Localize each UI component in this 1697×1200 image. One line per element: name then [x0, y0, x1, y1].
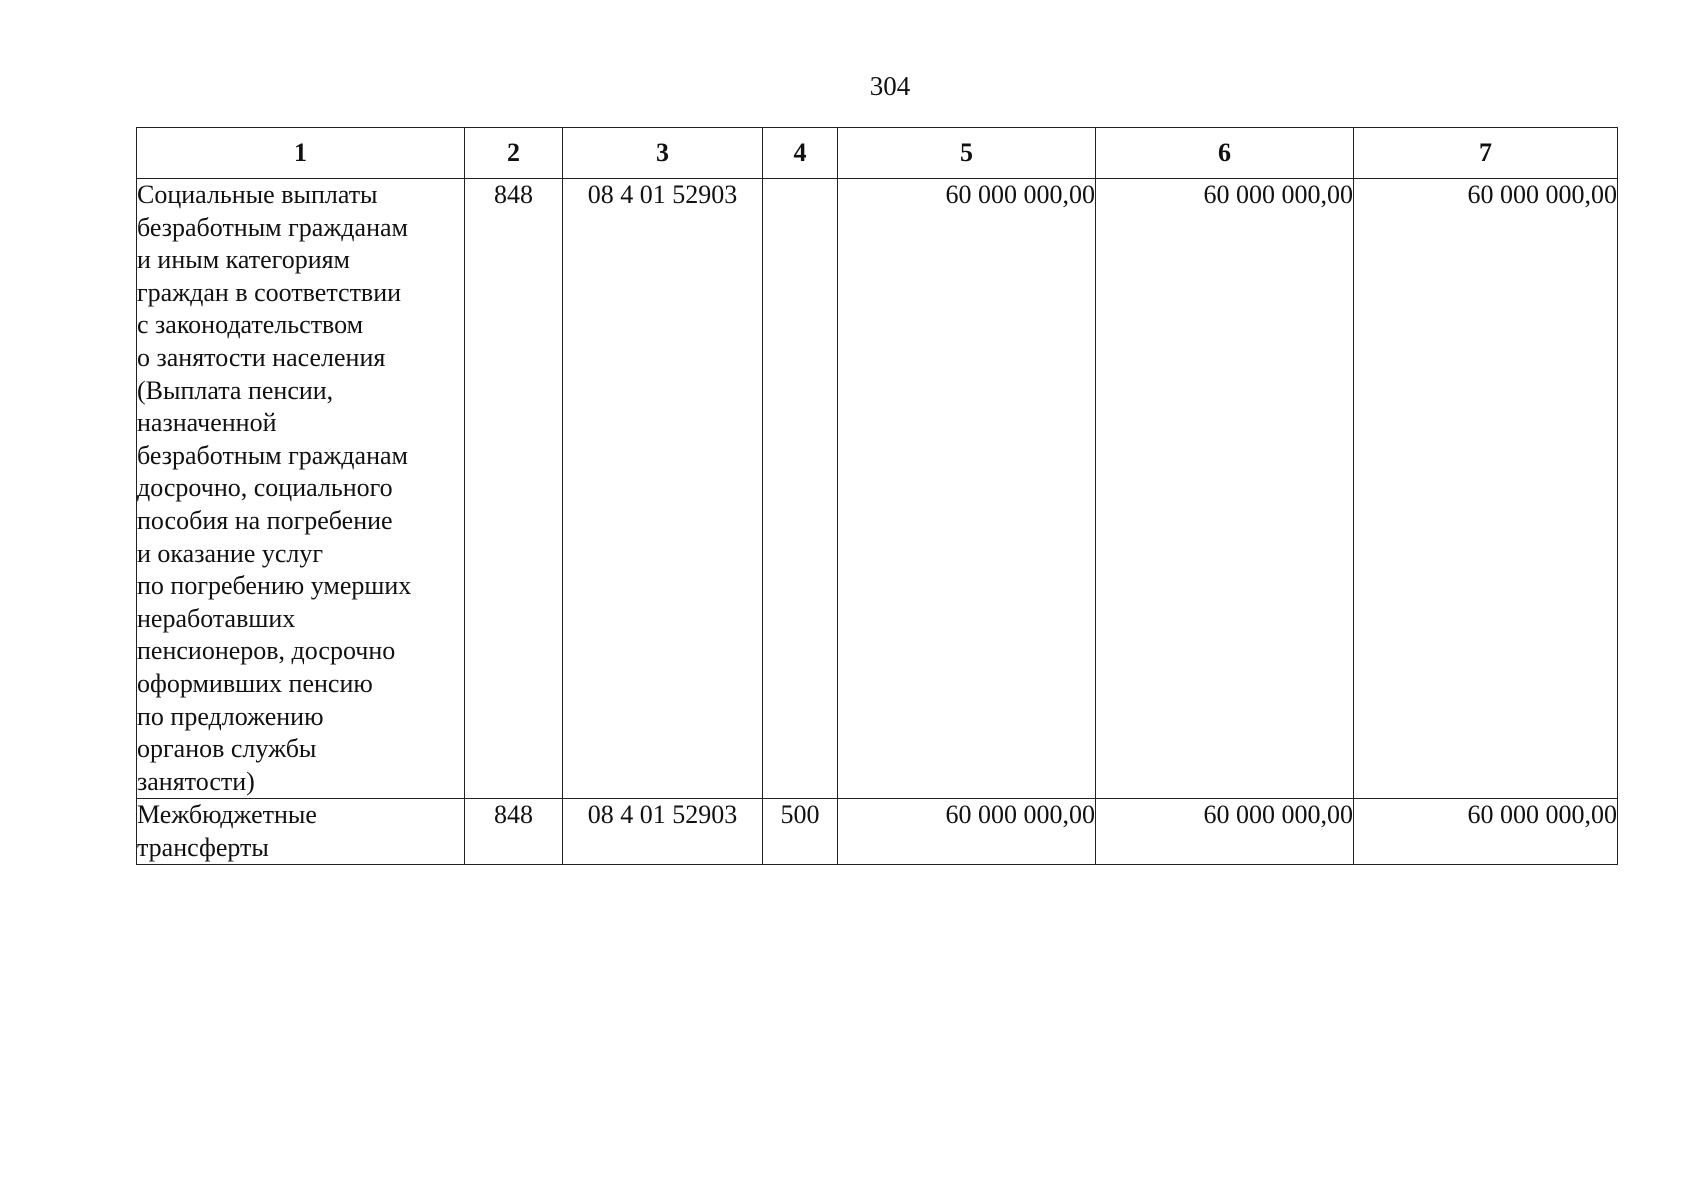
column-header-6: 6 — [1096, 128, 1354, 179]
amount-cell-5: 60 000 000,00 — [838, 799, 1096, 865]
column-header-5: 5 — [838, 128, 1096, 179]
amount-cell-5: 60 000 000,00 — [838, 179, 1096, 799]
column-header-2: 2 — [465, 128, 563, 179]
column-header-3: 3 — [563, 128, 763, 179]
column-header-7: 7 — [1354, 128, 1618, 179]
table-row — [137, 799, 1618, 865]
table-row — [137, 179, 1618, 799]
ministry-code-cell: 848 — [465, 179, 563, 799]
amount-cell-6: 60 000 000,00 — [1096, 799, 1354, 865]
column-header-1: 1 — [137, 128, 465, 179]
expense-type-cell — [763, 179, 838, 799]
target-article-cell: 08 4 01 52903 — [563, 799, 763, 865]
column-header-4: 4 — [763, 128, 838, 179]
amount-cell-7: 60 000 000,00 — [1354, 179, 1618, 799]
page-number: 304 — [869, 71, 911, 101]
expense-type-cell: 500 — [763, 799, 838, 865]
ministry-code-cell: 848 — [465, 799, 563, 865]
row-name-cell: Социальные выплаты безработным гражданам и иным категориям граждан в соответствии с законодательством о занятости населения (Выплата пенсии, назначенной безработным гражданам досрочно, социального пособия на погребение и оказание услуг по погребению умерших неработавших пенсионеров, досрочно оформивших пенсию по предложению органов службы занятости) — [137, 179, 465, 799]
table-header-row — [137, 128, 1618, 179]
budget-table — [136, 127, 1618, 865]
amount-cell-6: 60 000 000,00 — [1096, 179, 1354, 799]
target-article-cell: 08 4 01 52903 — [563, 179, 763, 799]
amount-cell-7: 60 000 000,00 — [1354, 799, 1618, 865]
row-name-cell: Межбюджетные трансферты — [137, 799, 465, 865]
